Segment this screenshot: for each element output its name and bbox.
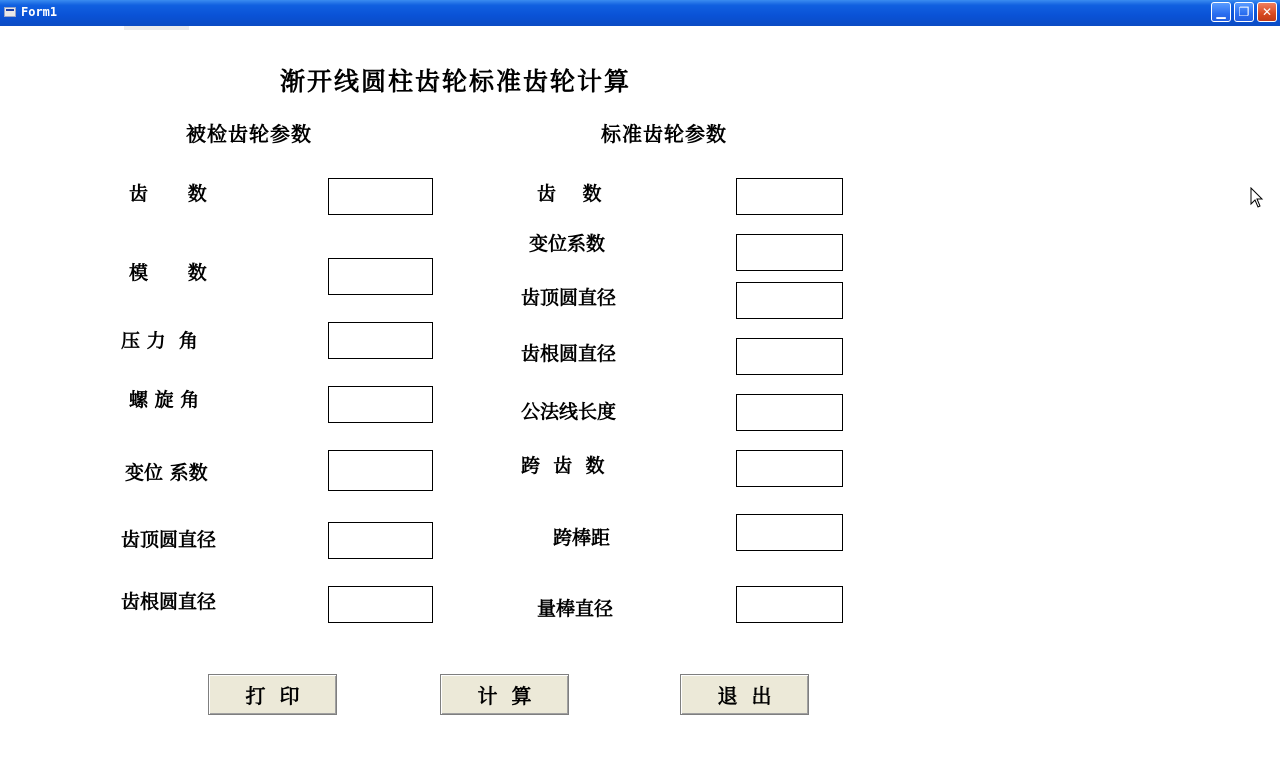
standard-teeth-label: 齿 数	[537, 183, 602, 205]
standard-span-teeth-input[interactable]	[736, 450, 843, 487]
standard-pin-diameter-input[interactable]	[736, 586, 843, 623]
inspected-helix-angle-input[interactable]	[328, 386, 433, 423]
inspected-shift-coefficient-input[interactable]	[328, 450, 433, 491]
standard-tip-diameter-label: 齿顶圆直径	[521, 287, 617, 309]
standard-base-tangent-length-input[interactable]	[736, 394, 843, 431]
inspected-pressure-angle-input[interactable]	[328, 322, 433, 359]
inspected-pressure-angle-label: 压 力 角	[121, 330, 198, 352]
standard-gear-heading: 标准齿轮参数	[601, 122, 727, 146]
standard-shift-coefficient-input[interactable]	[736, 234, 843, 271]
standard-teeth-input[interactable]	[736, 178, 843, 215]
inspected-root-diameter-input[interactable]	[328, 586, 433, 623]
standard-span-teeth-label: 跨 齿 数	[521, 455, 605, 477]
print-button[interactable]: 打 印	[208, 674, 337, 715]
app-icon	[4, 7, 16, 17]
inspected-teeth-input[interactable]	[328, 178, 433, 215]
close-button[interactable]: ✕	[1257, 2, 1277, 22]
mouse-cursor-icon	[1250, 187, 1264, 209]
standard-root-diameter-input[interactable]	[736, 338, 843, 375]
inspected-module-label: 模 数	[129, 262, 207, 284]
inspected-teeth-label: 齿 数	[129, 183, 207, 205]
inspected-root-diameter-label: 齿根圆直径	[121, 591, 217, 613]
standard-tip-diameter-input[interactable]	[736, 282, 843, 319]
standard-base-tangent-length-label: 公法线长度	[521, 401, 617, 423]
minimize-button[interactable]: ▁	[1211, 2, 1231, 22]
standard-pin-diameter-label: 量棒直径	[537, 598, 614, 620]
standard-root-diameter-label: 齿根圆直径	[521, 343, 617, 365]
standard-shift-coefficient-label: 变位系数	[529, 233, 606, 255]
calculate-button[interactable]: 计 算	[440, 674, 569, 715]
restore-button[interactable]: ❐	[1234, 2, 1254, 22]
standard-over-pin-distance-label: 跨棒距	[553, 527, 611, 549]
window-titlebar[interactable]	[0, 0, 1280, 26]
exit-button[interactable]: 退 出	[680, 674, 809, 715]
standard-over-pin-distance-input[interactable]	[736, 514, 843, 551]
inspected-tip-diameter-input[interactable]	[328, 522, 433, 559]
menu-strip-fragment	[124, 26, 189, 30]
form-title: 渐开线圆柱齿轮标准齿轮计算	[280, 67, 632, 96]
inspected-helix-angle-label: 螺 旋 角	[129, 389, 200, 411]
window-title: Form1	[21, 5, 58, 19]
inspected-module-input[interactable]	[328, 258, 433, 295]
inspected-shift-coefficient-label: 变位 系数	[125, 462, 208, 484]
inspected-tip-diameter-label: 齿顶圆直径	[121, 529, 217, 551]
inspected-gear-heading: 被检齿轮参数	[186, 122, 312, 146]
